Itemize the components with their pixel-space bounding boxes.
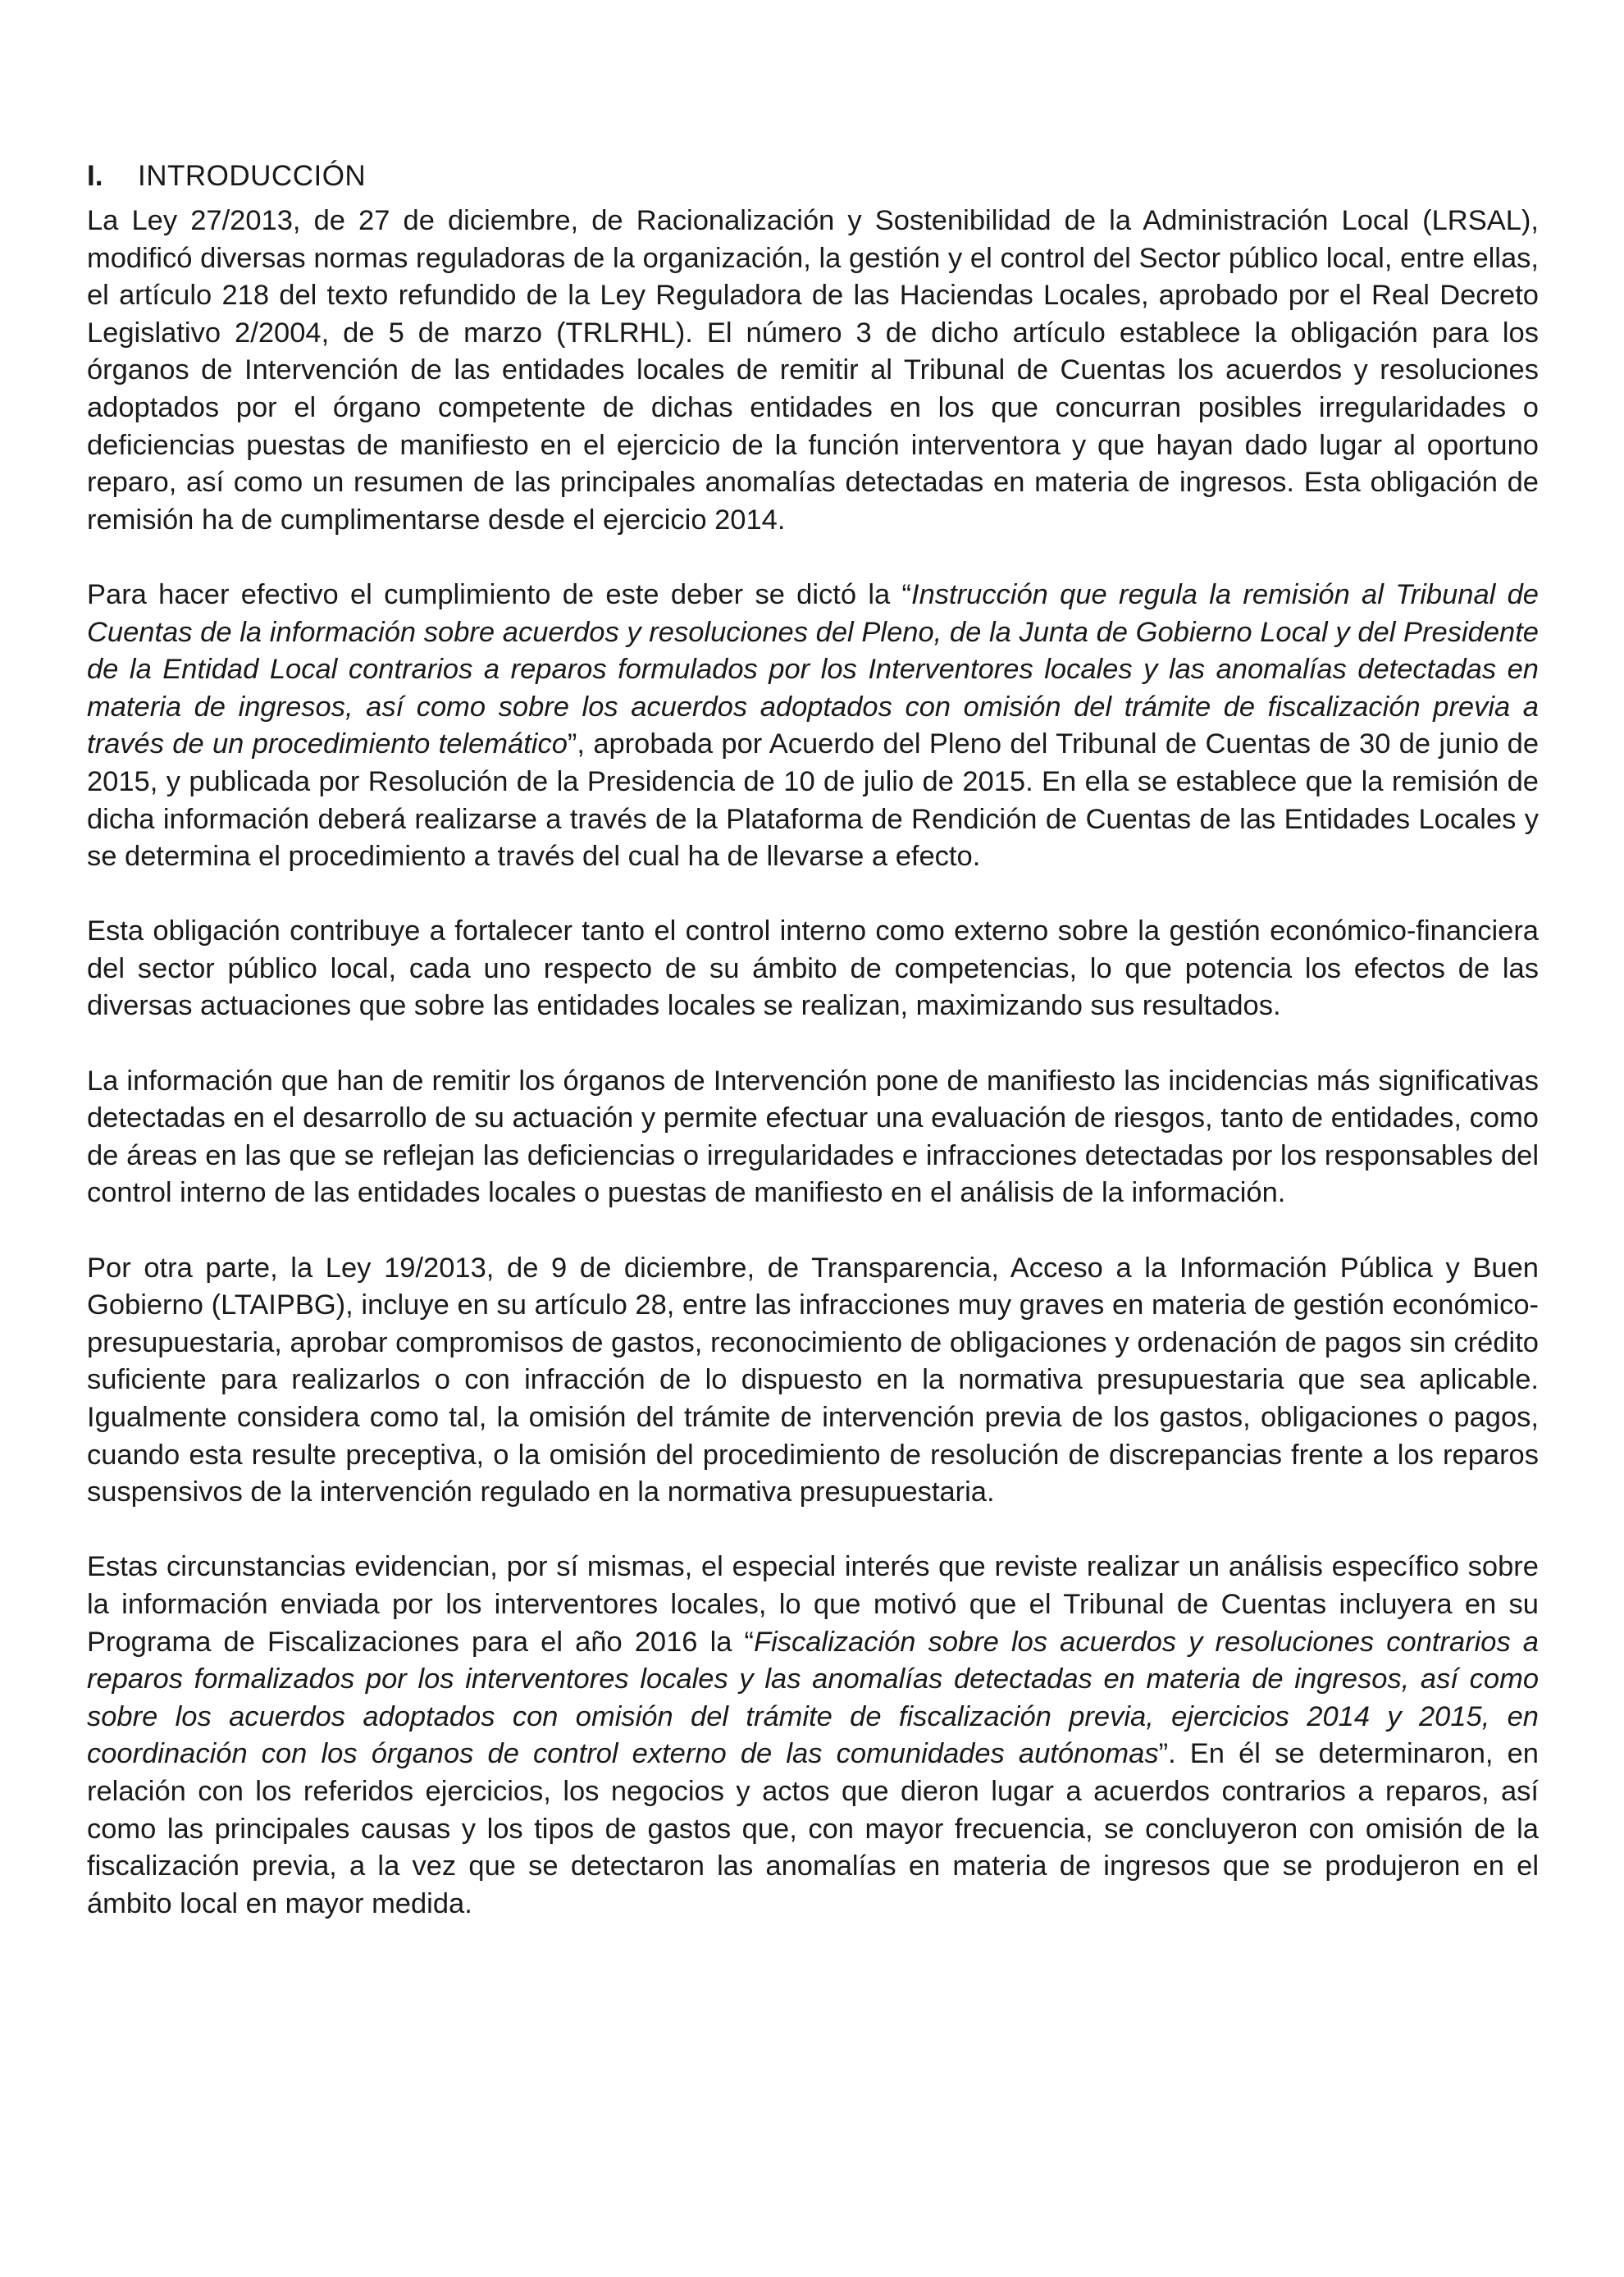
paragraph-text: La Ley 27/2013, de 27 de diciembre, de Racionalización y Sostenibilidad de la Administración Local (LRSAL), modificó diversas normas reguladoras de la organización, la gestión y el control del Sector público local, entre ellas, el artículo 218 del texto refundido de la Ley Reguladora de las Haciendas Locales, aprobado por el Real Decreto Legislativo 2/2004, de 5 de marzo (TRLRHL). El número 3 de dicho artículo establece la obligación para los órganos de Intervención de las entidades locales de remitir al Tribunal de Cuentas los acuerdos y resoluciones adoptados por el órgano competente de dichas entidades en los que concurran posibles irregularidades o deficiencias puestas de manifiesto en el ejercicio de la función interventora y que hayan dado lugar al oportuno reparo, así como un resumen de las principales anomalías detectadas en materia de ingresos. Esta obligación de remisión ha de cumplimentarse desde el ejercicio 2014. xyxy=(87,205,1539,536)
paragraph-5 xyxy=(87,1250,1539,1512)
paragraph-text-after: ”, aprobada por Acuerdo del Pleno del Tribunal de Cuentas de 30 de junio de 2015, y publicada por Resolución de la Presidencia de 10 de julio de 2015. En ella se establece que la remisión de dicha información deberá realizarse a través de la Plataforma de Rendición de Cuentas de las Entidades Locales y se determina el procedimiento a través del cual ha de llevarse a efecto. xyxy=(87,728,1540,873)
paragraph-2 xyxy=(87,577,1539,876)
paragraph-text: La información que han de remitir los órganos de Intervención pone de manifiesto las incidencias más significativas detectadas en el desarrollo de su actuación y permite efectuar una evaluación de riesgos, tanto de entidades, como de áreas en las que se reflejan las deficiencias o irregularidades e infracciones detectadas por los responsables del control interno de las entidades locales o puestas de manifiesto en el análisis de la información. xyxy=(87,1065,1539,1209)
paragraph-4 xyxy=(87,1063,1539,1212)
paragraph-text-before: Estas circunstancias evidencian, por sí mismas, el especial interés que reviste realizar un análisis específico sobre la información enviada por los interventores locales, lo que motivó que el Tribunal de Cuentas incluyera en su Programa de Fiscalizaciones para el año 2016 la “ xyxy=(87,1551,1539,1658)
paragraph-text: Por otra parte, la Ley 19/2013, de 9 de diciembre, de Transparencia, Acceso a la Información Pública y Buen Gobierno (LTAIPBG), incluye en su artículo 28, entre las infracciones muy graves en materia de gestión económico-presupuestaria, aprobar compromisos de gastos, reconocimiento de obligaciones y ordenación de pagos sin crédito suficiente para realizarlos o con infracción de lo dispuesto en la normativa presupuestaria que sea aplicable. Igualmente considera como tal, la omisión del trámite de intervención previa de los gastos, obligaciones o pagos, cuando esta resulte preceptiva, o la omisión del procedimiento de resolución de discrepancias frente a los reparos suspensivos de la intervención regulado en la normativa presupuestaria. xyxy=(87,1252,1539,1508)
paragraph-text-after: ”. En él se determinaron, en relación con los referidos ejercicios, los negocios y actos que dieron lugar a acuerdos contrarios a reparos, así como las principales causas y los tipos de gastos que, con mayor frecuencia, se concluyeron con omisión de la fiscalización previa, a la vez que se detectaron las anomalías en materia de ingresos que se produjeron en el ámbito local en mayor medida. xyxy=(87,1738,1539,1919)
paragraph-3 xyxy=(87,913,1539,1025)
document-body xyxy=(87,157,1539,1923)
paragraph-text: Esta obligación contribuye a fortalecer tanto el control interno como externo sobre la gestión económico-financiera del sector público local, cada uno respecto de su ámbito de competencias, lo que potencia los efectos de las diversas actuaciones que sobre las entidades locales se realizan, maximizando sus resultados. xyxy=(87,915,1539,1022)
paragraph-1 xyxy=(87,203,1539,539)
instruction-title-italic: Instrucción que regula la remisión al Tribunal de Cuentas de la información sobre acuerdos y resoluciones del Pleno, de la Junta de Gobierno Local y del Presidente de la Entidad Local contrarios a reparos formulados por los Interventores locales y las anomalías detectadas en materia de ingresos, así como sobre los acuerdos adoptados con omisión del trámite de fiscalización previa a través de un procedimiento telemático xyxy=(87,578,1539,760)
section-title: INTRODUCCIÓN xyxy=(138,160,367,192)
section-number: I. xyxy=(87,160,103,192)
section-heading xyxy=(87,157,1539,194)
paragraph-6 xyxy=(87,1549,1539,1923)
paragraph-text-before: Para hacer efectivo el cumplimiento de este deber se dictó la “ xyxy=(87,578,912,610)
programme-title-italic: Fiscalización sobre los acuerdos y resoluciones contrarios a reparos formalizados por los interventores locales y las anomalías detectadas en materia de ingresos, así como sobre los acuerdos adoptados con omisión del trámite de fiscalización previa, ejercicios 2014 y 2015, en coordinación con los órganos de control externo de las comunidades autónomas xyxy=(87,1626,1539,1770)
